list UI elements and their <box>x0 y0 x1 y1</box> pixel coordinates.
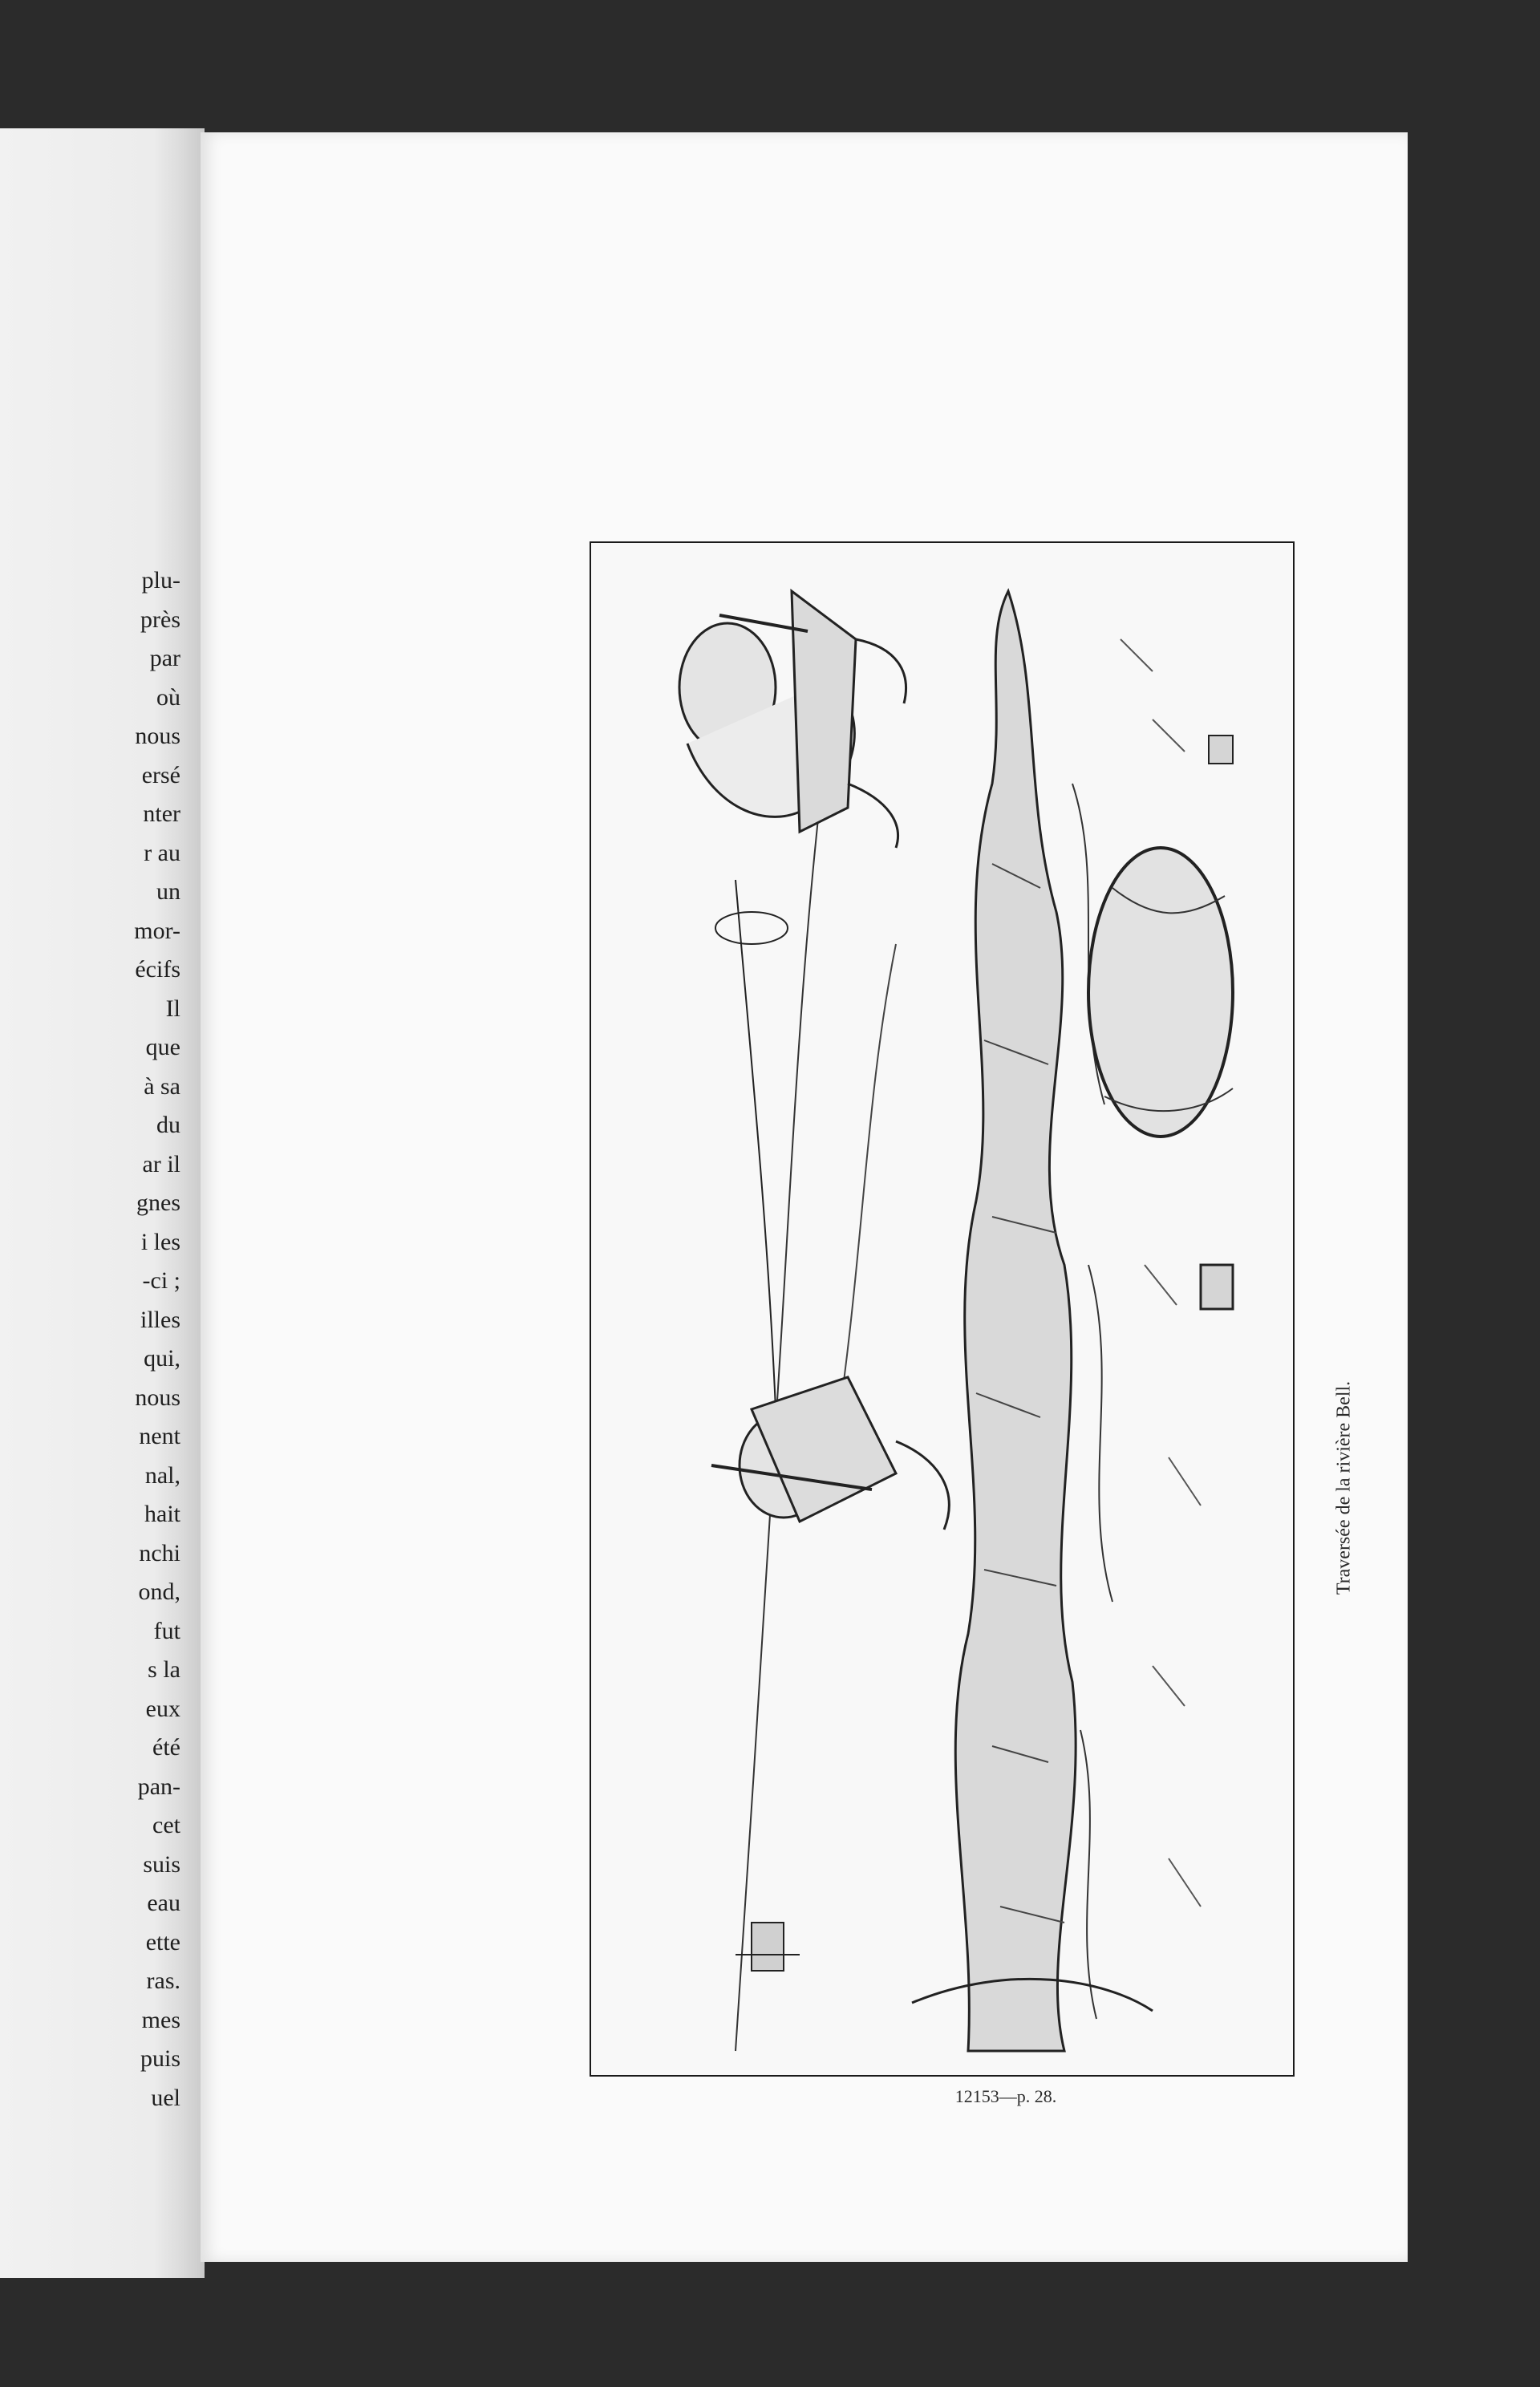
left-page-text-line: ette <box>145 1928 180 1955</box>
plate-number: 12153—p. 28. <box>954 2086 1057 2106</box>
left-page-text-line: eux <box>145 1695 180 1722</box>
left-page-text-line: près <box>140 606 180 633</box>
left-page <box>0 128 205 2278</box>
left-page-text-line: par <box>149 645 180 671</box>
left-page-text-line: nous <box>135 723 180 749</box>
left-page-text-line: Il <box>165 995 180 1022</box>
left-page-text-line: plu- <box>141 567 180 594</box>
left-page-text-line: ond, <box>138 1578 180 1605</box>
left-page-text-line: fut <box>153 1617 180 1644</box>
left-page-text-line: gnes <box>136 1189 180 1216</box>
left-page-text-line: nal, <box>144 1461 180 1489</box>
left-page-text-line: illes <box>140 1306 180 1333</box>
figure-caption-text: Traversée de la rivière Bell. <box>1333 1380 1355 1595</box>
left-page-text-line: uel <box>151 2084 180 2111</box>
left-page-text-line: mes <box>141 2006 180 2033</box>
left-page-text-line: nous <box>135 1384 180 1411</box>
figure-caption <box>1333 1380 1355 1595</box>
left-page-text-line: puis <box>140 2045 180 2072</box>
left-page-text-line: où <box>156 683 180 711</box>
left-page-text-line: du <box>156 1112 180 1138</box>
left-page-text-line: eau <box>147 1890 180 1916</box>
left-page-text-line: écifs <box>135 956 180 983</box>
right-page <box>201 132 1408 2262</box>
river-crossing-drawing <box>591 543 1293 2075</box>
left-page-text-line: mor- <box>134 917 180 944</box>
left-page-text-fragment <box>20 561 180 2118</box>
left-page-text-line: hait <box>144 1501 180 1527</box>
left-page-text-line: ar il <box>142 1150 180 1177</box>
left-page-text-line: r au <box>144 839 180 866</box>
left-page-text-line: que <box>145 1034 180 1060</box>
left-page-text-line: pan- <box>137 1773 180 1800</box>
left-page-text-line: cet <box>152 1812 180 1838</box>
left-page-text-line: nent <box>139 1423 180 1449</box>
left-page-text-line: ersé <box>141 761 180 788</box>
left-page-text-line: i les <box>140 1228 180 1255</box>
illustration-plate <box>590 541 1295 2077</box>
left-page-text-line: suis <box>143 1850 180 1878</box>
left-page-text-line: à sa <box>144 1072 180 1100</box>
left-page-text-line: s la <box>148 1656 180 1683</box>
left-page-text-line: nter <box>143 800 180 827</box>
left-page-text-line: ras. <box>146 1968 180 1994</box>
left-page-text-line: un <box>156 878 180 905</box>
left-page-text-line: -ci ; <box>142 1267 180 1294</box>
left-page-text-line: qui, <box>144 1345 180 1372</box>
left-page-text-line: nchi <box>139 1539 180 1566</box>
left-page-text-line: été <box>152 1734 180 1761</box>
